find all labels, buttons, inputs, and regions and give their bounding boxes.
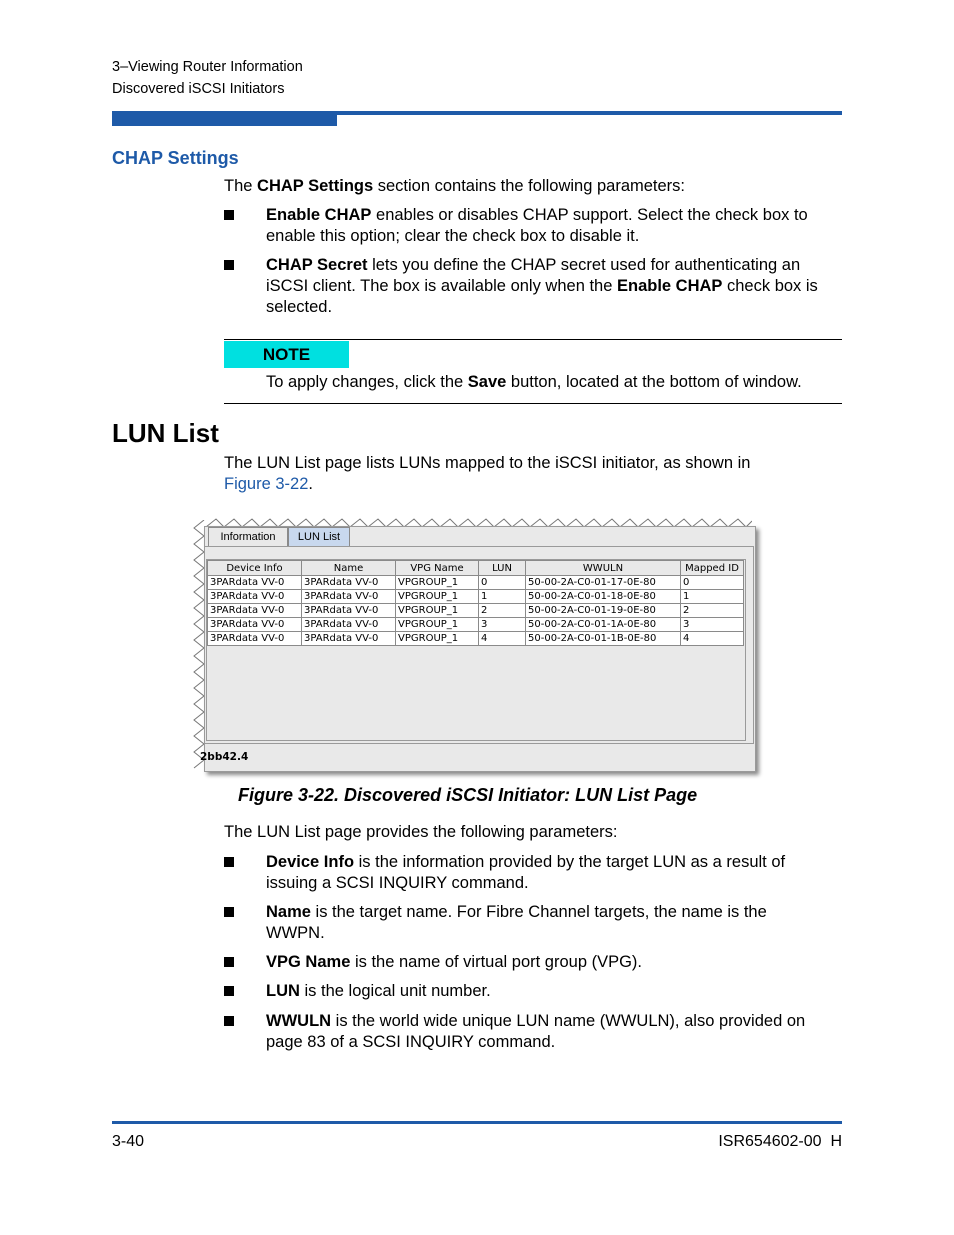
- cell-lun: 0: [479, 576, 526, 590]
- note-top-rule: [224, 339, 842, 340]
- cell-wwuln: 50-00-2A-C0-01-1B-0E-80: [526, 632, 681, 646]
- footer-rule: [112, 1121, 842, 1124]
- cell-vpg-name: VPGROUP_1: [396, 590, 479, 604]
- column-header-mapped-id[interactable]: Mapped ID: [681, 561, 744, 576]
- header-rule: [112, 111, 842, 115]
- column-header-name[interactable]: Name: [302, 561, 396, 576]
- bullet-square-icon: [224, 210, 234, 220]
- running-header-section: Discovered iSCSI Initiators: [112, 81, 285, 97]
- bullet-wwuln: WWULN is the world wide unique LUN name (WWULN), also provided on page 83 of a SCSI INQUIRY command.: [224, 1011, 842, 1053]
- cell-vpg-name: VPGROUP_1: [396, 618, 479, 632]
- table-row[interactable]: [208, 632, 744, 646]
- bullet-square-icon: [224, 907, 234, 917]
- bullet-chap-secret: CHAP Secret lets you define the CHAP secret used for authenticating an iSCSI client. The box is available only when the Enable CHAP check box is selected.: [224, 255, 842, 318]
- lun-list-heading: LUN List: [112, 418, 219, 448]
- column-header-device-info[interactable]: Device Info: [208, 561, 302, 576]
- figure-link[interactable]: Figure 3-22: [224, 475, 309, 493]
- cell-wwuln: 50-00-2A-C0-01-17-0E-80: [526, 576, 681, 590]
- cell-lun: 2: [479, 604, 526, 618]
- bullet-square-icon: [224, 1016, 234, 1026]
- cell-device-info: 3PARdata VV-0: [208, 590, 302, 604]
- bullet-square-icon: [224, 957, 234, 967]
- note-text: To apply changes, click the Save button, located at the bottom of window.: [266, 373, 802, 391]
- table-header-row: [208, 561, 744, 576]
- bullet-vpg-name: VPG Name is the name of virtual port group (VPG).: [224, 952, 842, 973]
- note-tag: NOTE: [224, 341, 349, 368]
- cell-device-info: 3PARdata VV-0: [208, 576, 302, 590]
- bullet-lun: LUN is the logical unit number.: [224, 981, 842, 1002]
- cell-mapped-id: 4: [681, 632, 744, 646]
- cell-wwuln: 50-00-2A-C0-01-1A-0E-80: [526, 618, 681, 632]
- cell-name: 3PARdata VV-0: [302, 604, 396, 618]
- cell-name: 3PARdata VV-0: [302, 632, 396, 646]
- bullet-square-icon: [224, 260, 234, 270]
- table-row[interactable]: [208, 576, 744, 590]
- cell-lun: 1: [479, 590, 526, 604]
- column-header-vpg-name[interactable]: VPG Name: [396, 561, 479, 576]
- table-row[interactable]: [208, 590, 744, 604]
- bullet-square-icon: [224, 986, 234, 996]
- cell-vpg-name: VPGROUP_1: [396, 632, 479, 646]
- bullet-device-info: Device Info is the information provided by the target LUN as a result of issuing a SCSI INQUIRY command.: [224, 852, 842, 894]
- table-row[interactable]: [208, 618, 744, 632]
- lun-table: [207, 560, 744, 646]
- chap-settings-heading: CHAP Settings: [112, 148, 239, 168]
- cell-vpg-name: VPGROUP_1: [396, 604, 479, 618]
- cell-mapped-id: 3: [681, 618, 744, 632]
- figure-id: 2bb42.4: [200, 751, 249, 763]
- table-row[interactable]: [208, 604, 744, 618]
- figure-caption: Figure 3-22. Discovered iSCSI Initiator: LUN List Page: [238, 785, 698, 805]
- params-intro: The LUN List page provides the following parameters:: [224, 823, 618, 841]
- running-header-chapter: 3–Viewing Router Information: [112, 59, 303, 75]
- chap-intro: The CHAP Settings section contains the following parameters:: [224, 177, 686, 195]
- cell-mapped-id: 0: [681, 576, 744, 590]
- cell-mapped-id: 1: [681, 590, 744, 604]
- lun-intro: The LUN List page lists LUNs mapped to the iSCSI initiator, as shown in Figure 3-22.: [224, 454, 751, 493]
- note-bottom-rule: [224, 403, 842, 404]
- cell-name: 3PARdata VV-0: [302, 618, 396, 632]
- page-number: 3-40: [112, 1133, 145, 1150]
- cell-name: 3PARdata VV-0: [302, 576, 396, 590]
- tab-lun-list[interactable]: LUN List: [288, 527, 350, 547]
- bullet-name: Name is the target name. For Fibre Channel targets, the name is the WWPN.: [224, 902, 842, 944]
- cell-lun: 4: [479, 632, 526, 646]
- cell-wwuln: 50-00-2A-C0-01-19-0E-80: [526, 604, 681, 618]
- column-header-lun[interactable]: LUN: [479, 561, 526, 576]
- document-id: ISR654602-00 H: [718, 1133, 842, 1150]
- cell-wwuln: 50-00-2A-C0-01-18-0E-80: [526, 590, 681, 604]
- cell-device-info: 3PARdata VV-0: [208, 618, 302, 632]
- tab-information[interactable]: Information: [208, 527, 288, 547]
- cell-device-info: 3PARdata VV-0: [208, 604, 302, 618]
- cell-lun: 3: [479, 618, 526, 632]
- cell-device-info: 3PARdata VV-0: [208, 632, 302, 646]
- cell-mapped-id: 2: [681, 604, 744, 618]
- cell-vpg-name: VPGROUP_1: [396, 576, 479, 590]
- bullet-square-icon: [224, 857, 234, 867]
- bullet-enable-chap: Enable CHAP enables or disables CHAP support. Select the check box to enable this option; clear the check box to disable it.: [224, 205, 842, 247]
- cell-name: 3PARdata VV-0: [302, 590, 396, 604]
- column-header-wwuln[interactable]: WWULN: [526, 561, 681, 576]
